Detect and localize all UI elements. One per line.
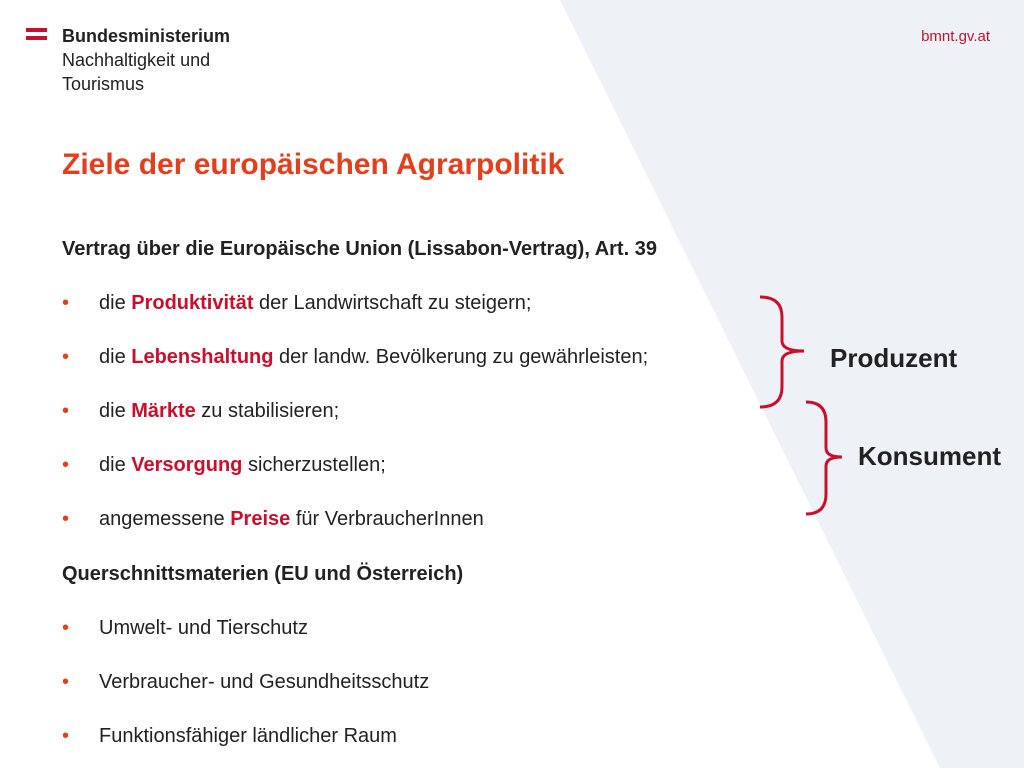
highlight-term: Produktivität: [131, 292, 254, 314]
logo-line-2: Nachhaltigkeit und: [62, 50, 211, 70]
bullet-icon: •: [62, 346, 70, 368]
bullet-icon: •: [62, 725, 70, 747]
bullet-icon: •: [62, 671, 70, 693]
bullet-icon: •: [62, 292, 70, 314]
bullet-icon: •: [62, 400, 70, 422]
bullet-icon: •: [62, 617, 70, 639]
highlight-term: Märkte: [131, 400, 196, 422]
logo-line-1: Bundesministerium: [62, 26, 231, 46]
austria-flag-icon: [26, 28, 47, 42]
highlight-term: Preise: [230, 508, 291, 530]
site-url-link[interactable]: bmnt.gv.at: [921, 28, 990, 45]
producer-label: Produzent: [830, 343, 958, 373]
logo-line-3: Tourismus: [62, 74, 145, 94]
slide-title: Ziele der europäischen Agrarpolitik: [62, 148, 565, 181]
highlight-term: Versorgung: [131, 454, 243, 476]
section-heading-cross-cutting: Querschnittsmaterien (EU und Österreich): [62, 563, 464, 585]
bullet-icon: •: [62, 454, 70, 476]
highlight-term: Lebenshaltung: [131, 346, 274, 368]
section-heading-treaty: Vertrag über die Europäische Union (Lissabon-Vertrag), Art. 39: [62, 238, 657, 260]
consumer-label: Konsument: [858, 441, 1001, 471]
bullet-icon: •: [62, 508, 70, 530]
